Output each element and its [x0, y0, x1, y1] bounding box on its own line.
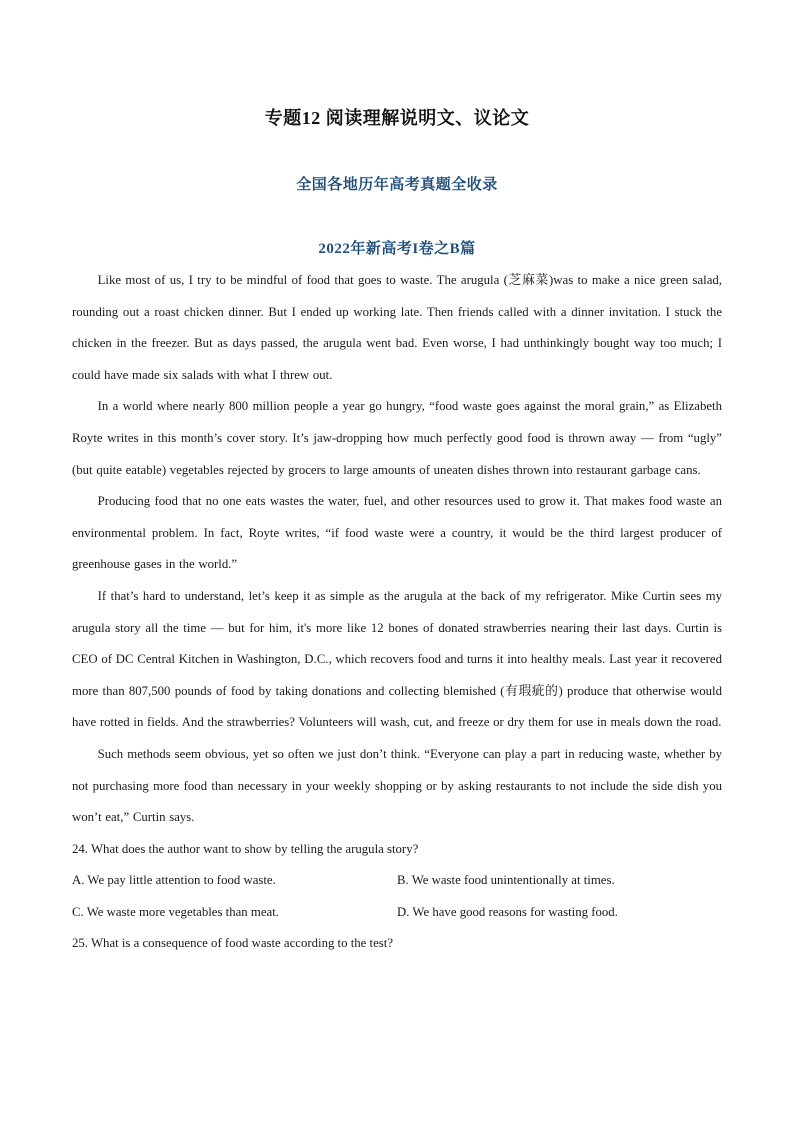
page-subtitle: 全国各地历年高考真题全收录: [296, 177, 498, 193]
question-24-stem: 24. What does the author want to show by telling the arugula story?: [72, 841, 419, 856]
question-25-stem: 25. What is a consequence of food waste according to the test?: [72, 936, 393, 951]
passage-paragraph-5: Such methods seem obvious, yet so often we just don’t think. “Everyone can play a part in reducing waste, whether by not purchasing more food than necessary in your weekly shopping or by asking restaurants to not include the side dish you won’t eat,” Curtin says.: [72, 746, 722, 825]
question-24-option-c: C. We waste more vegetables than meat.: [72, 904, 279, 919]
question-24-option-d: D. We have good reasons for wasting food.: [397, 904, 618, 919]
passage-paragraph-3: Producing food that no one eats wastes the water, fuel, and other resources used to grow it. That makes food waste an environmental problem. In fact, Royte writes, “if food waste were a country, it would be the third largest producer of greenhouse gases in the world.”: [72, 494, 722, 572]
page-title: 专题12 阅读理解说明文、议论文: [264, 108, 530, 128]
question-24-options-row-2: [72, 897, 722, 929]
section-title: 2022年新高考I卷之B篇: [318, 241, 476, 257]
question-24-options-row-1: [72, 865, 722, 897]
passage-paragraph-2: In a world where nearly 800 million people a year go hungry, “food waste goes against the moral grain,” as Elizabeth Royte writes in this month’s cover story. It’s jaw-dropping how much perfectly good food is thrown away — from “ugly” (but quite eatable) vegetables rejected by grocers to large amounts of uneaten dishes thrown into restaurant garbage cans.: [72, 399, 722, 477]
passage-paragraph-1: Like most of us, I try to be mindful of food that goes to waste. The arugula (芝麻菜)was to make a nice green salad, rounding out a roast chicken dinner. But I ended up working late. Then friends called with a dinner invitation. I stuck the chicken in the freezer. But as days passed, the arugula went bad. Even worse, I had unthinkingly bought way too much; I could have made six salads with what I threw out.: [72, 273, 722, 382]
question-24-option-a: A. We pay little attention to food waste.: [72, 873, 276, 888]
question-24-option-b: B. We waste food unintentionally at times.: [397, 873, 615, 888]
reading-passage: [72, 265, 722, 960]
passage-paragraph-4: If that’s hard to understand, let’s keep it as simple as the arugula at the back of my refrigerator. Mike Curtin sees my arugula story all the time — but for him, it's more like 12 bones of donated strawberries nearing their last days. Curtin is CEO of DC Central Kitchen in Washington, D.C., which recovers food and turns it into healthy meals. Last year it recovered more than 807,500 pounds of food by taking donations and collecting blemished (有瑕疵的) produce that otherwise would have rotted in fields. And the strawberries? Volunteers will wash, cut, and freeze or dry them for use in meals down the road.: [72, 588, 722, 730]
